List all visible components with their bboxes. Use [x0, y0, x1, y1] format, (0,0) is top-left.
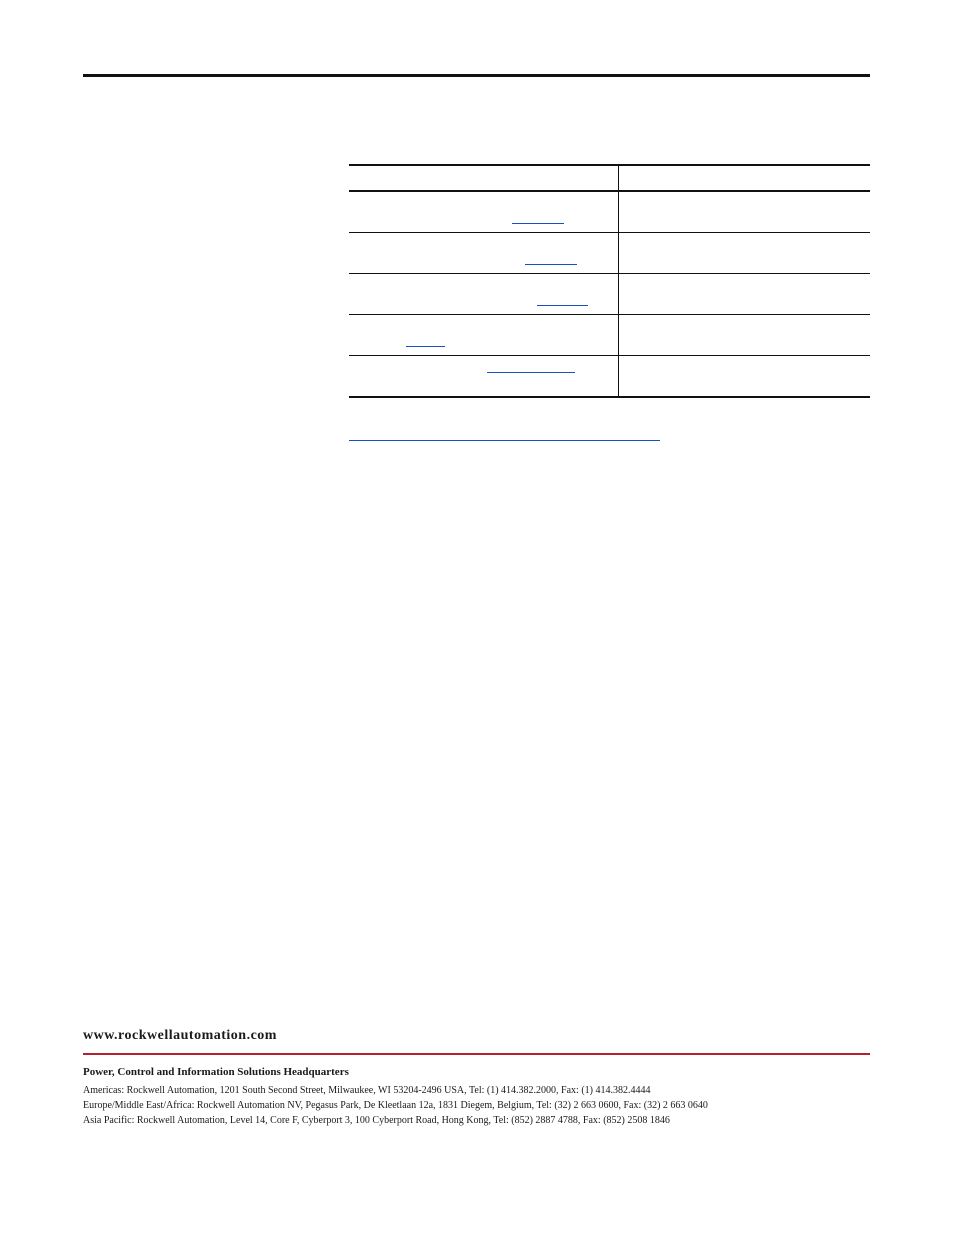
footer-rule: [83, 1053, 870, 1055]
table-row: [349, 233, 870, 274]
column-divider: [618, 274, 619, 314]
resource-link[interactable]: [525, 264, 577, 265]
table-row: [349, 356, 870, 398]
literature-web-link[interactable]: [349, 440, 660, 441]
footer-address-emea: Europe/Middle East/Africa: Rockwell Automation NV, Pegasus Park, De Kleetlaan 12a, 1831 Diegem, Belgium, Tel: (32) 2 663 0600, Fax: (32) 2 663 0640: [83, 1100, 708, 1111]
table-row: [349, 315, 870, 356]
column-divider: [618, 315, 619, 355]
resource-link[interactable]: [406, 346, 445, 347]
column-divider: [618, 356, 619, 396]
footer-address-americas: Americas: Rockwell Automation, 1201 South Second Street, Milwaukee, WI 53204-2496 USA, Tel: (1) 414.382.2000, Fax: (1) 414.382.4444: [83, 1085, 651, 1096]
resource-link[interactable]: [512, 223, 564, 224]
table-header-row: [349, 164, 870, 192]
resource-link[interactable]: [537, 305, 588, 306]
footer-website: www.rockwellautomation.com: [83, 1028, 277, 1043]
resources-table: [349, 164, 870, 398]
column-divider: [618, 233, 619, 273]
resource-link[interactable]: [487, 372, 575, 373]
column-divider: [618, 192, 619, 232]
footer-address-asia-pacific: Asia Pacific: Rockwell Automation, Level 14, Core F, Cyberport 3, 100 Cyberport Road, Hong Kong, Tel: (852) 2887 4788, Fax: (852) 2508 1846: [83, 1115, 670, 1126]
table-row: [349, 274, 870, 315]
header-rule: [83, 74, 870, 77]
table-row: [349, 192, 870, 233]
footer-hq-title: Power, Control and Information Solutions Headquarters: [83, 1066, 349, 1078]
column-divider: [618, 166, 619, 190]
